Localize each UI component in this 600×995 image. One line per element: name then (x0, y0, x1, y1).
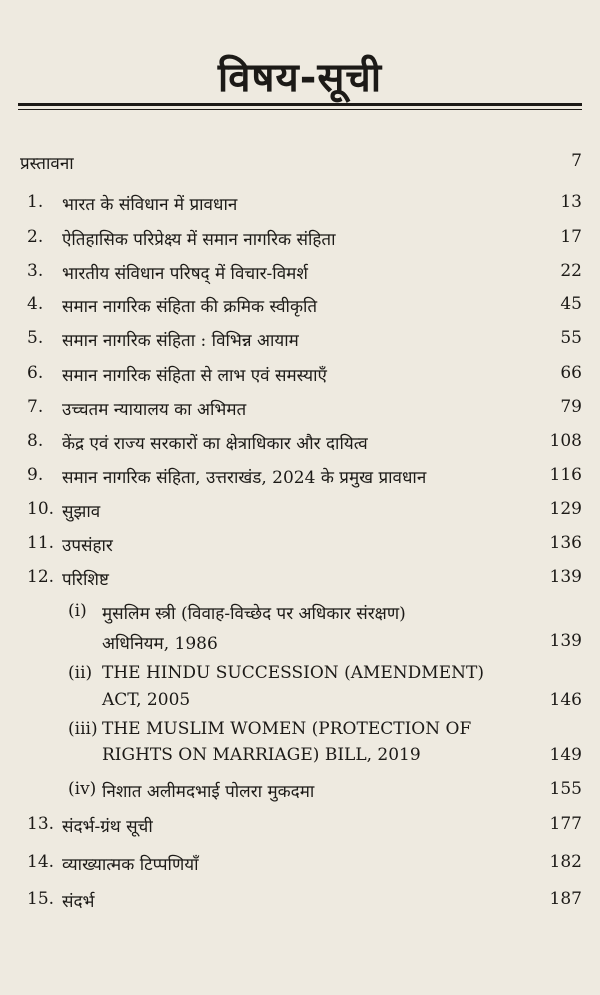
toc-entry-number: 15. (27, 889, 55, 909)
toc-entry-number: 9. (27, 465, 44, 485)
toc-entry-number: 12. (27, 567, 55, 587)
toc-page-number: 55 (560, 328, 582, 348)
toc-entry-number: 4. (27, 294, 44, 314)
toc-entry-text: भारतीय संविधान परिषद् में विचार-विमर्श (62, 264, 308, 284)
toc-page-number: 45 (560, 294, 582, 314)
toc-sub-number: (ii) (68, 663, 93, 683)
toc-page-number: 139 (549, 567, 582, 587)
toc-sub-text-cont: अधिनियम, 1986 (102, 634, 218, 654)
title-rule-thick (18, 103, 582, 106)
toc-page-number: 149 (549, 745, 582, 765)
toc-sub-text-cont: RIGHTS ON MARRIAGE) BILL, 2019 (102, 745, 421, 765)
toc-page-number: 79 (560, 397, 582, 417)
toc-page-number: 182 (549, 852, 582, 872)
toc-entry-number: 8. (27, 431, 44, 451)
toc-entry-number: 14. (27, 852, 55, 872)
toc-page-number: 177 (549, 814, 582, 834)
toc-entry-text: ऐतिहासिक परिप्रेक्ष्य में समान नागरिक संहिता (62, 230, 336, 250)
toc-page-number: 22 (560, 261, 582, 281)
toc-entry-number: 6. (27, 363, 44, 383)
toc-page-number: 129 (549, 499, 582, 519)
toc-entry-text: समान नागरिक संहिता : विभिन्न आयाम (62, 331, 299, 351)
toc-page-number: 66 (560, 363, 582, 383)
toc-sub-number: (iv) (68, 779, 97, 799)
toc-entry-text: समान नागरिक संहिता, उत्तराखंड, 2024 के प्रमुख प्रावधान (62, 468, 427, 488)
toc-sub-text: THE MUSLIM WOMEN (PROTECTION OF (102, 719, 472, 739)
toc-entry-text: भारत के संविधान में प्रावधान (62, 195, 238, 215)
toc-entry-text: व्याख्यात्मक टिप्पणियाँ (62, 855, 199, 875)
toc-page-number: 116 (549, 465, 582, 485)
toc-sub-text: THE HINDU SUCCESSION (AMENDMENT) (102, 663, 484, 683)
toc-page-number: 155 (549, 779, 582, 799)
toc-entry-number: 7. (27, 397, 44, 417)
toc-entry-text: उपसंहार (62, 536, 113, 556)
toc-page-number: 13 (560, 192, 582, 212)
toc-entry-text: केंद्र एवं राज्य सरकारों का क्षेत्राधिकार और दायित्व (62, 434, 368, 454)
toc-entry-number: 13. (27, 814, 55, 834)
toc-page-number: 7 (571, 151, 582, 171)
toc-sub-number: (i) (68, 601, 87, 621)
toc-entry-number: 1. (27, 192, 44, 212)
toc-entry-text: समान नागरिक संहिता से लाभ एवं समस्याएँ (62, 366, 327, 386)
toc-entry-text: सुझाव (62, 502, 101, 522)
toc-entry-text: परिशिष्ट (62, 570, 109, 590)
toc-page-number: 187 (549, 889, 582, 909)
toc-entry-number: 10. (27, 499, 55, 519)
page-title: विषय-सूची (217, 55, 383, 101)
toc-sub-text: मुसलिम स्त्री (विवाह-विच्छेद पर अधिकार संरक्षण) (102, 604, 406, 624)
toc-page-number: 17 (560, 227, 582, 247)
toc-entry-text: संदर्भ-ग्रंथ सूची (62, 817, 153, 837)
toc-entry-text: संदर्भ (62, 892, 95, 912)
toc-entry-number: 11. (27, 533, 55, 553)
toc-entry-text: प्रस्तावना (20, 154, 74, 174)
toc-page-number: 139 (549, 631, 582, 651)
toc-entry-number: 5. (27, 328, 44, 348)
toc-sub-number: (iii) (68, 719, 98, 739)
toc-page-number: 136 (549, 533, 582, 553)
toc-sub-text: निशात अलीमदभाई पोलरा मुकदमा (102, 782, 315, 802)
toc-entry-text: समान नागरिक संहिता की क्रमिक स्वीकृति (62, 297, 318, 317)
toc-sub-text-cont: ACT, 2005 (102, 690, 191, 710)
toc-entry-number: 2. (27, 227, 44, 247)
toc-page-number: 146 (549, 690, 582, 710)
toc-entry-text: उच्चतम न्यायालय का अभिमत (62, 400, 247, 420)
title-rule-thin (18, 109, 582, 110)
toc-page-number: 108 (549, 431, 582, 451)
toc-entry-number: 3. (27, 261, 44, 281)
